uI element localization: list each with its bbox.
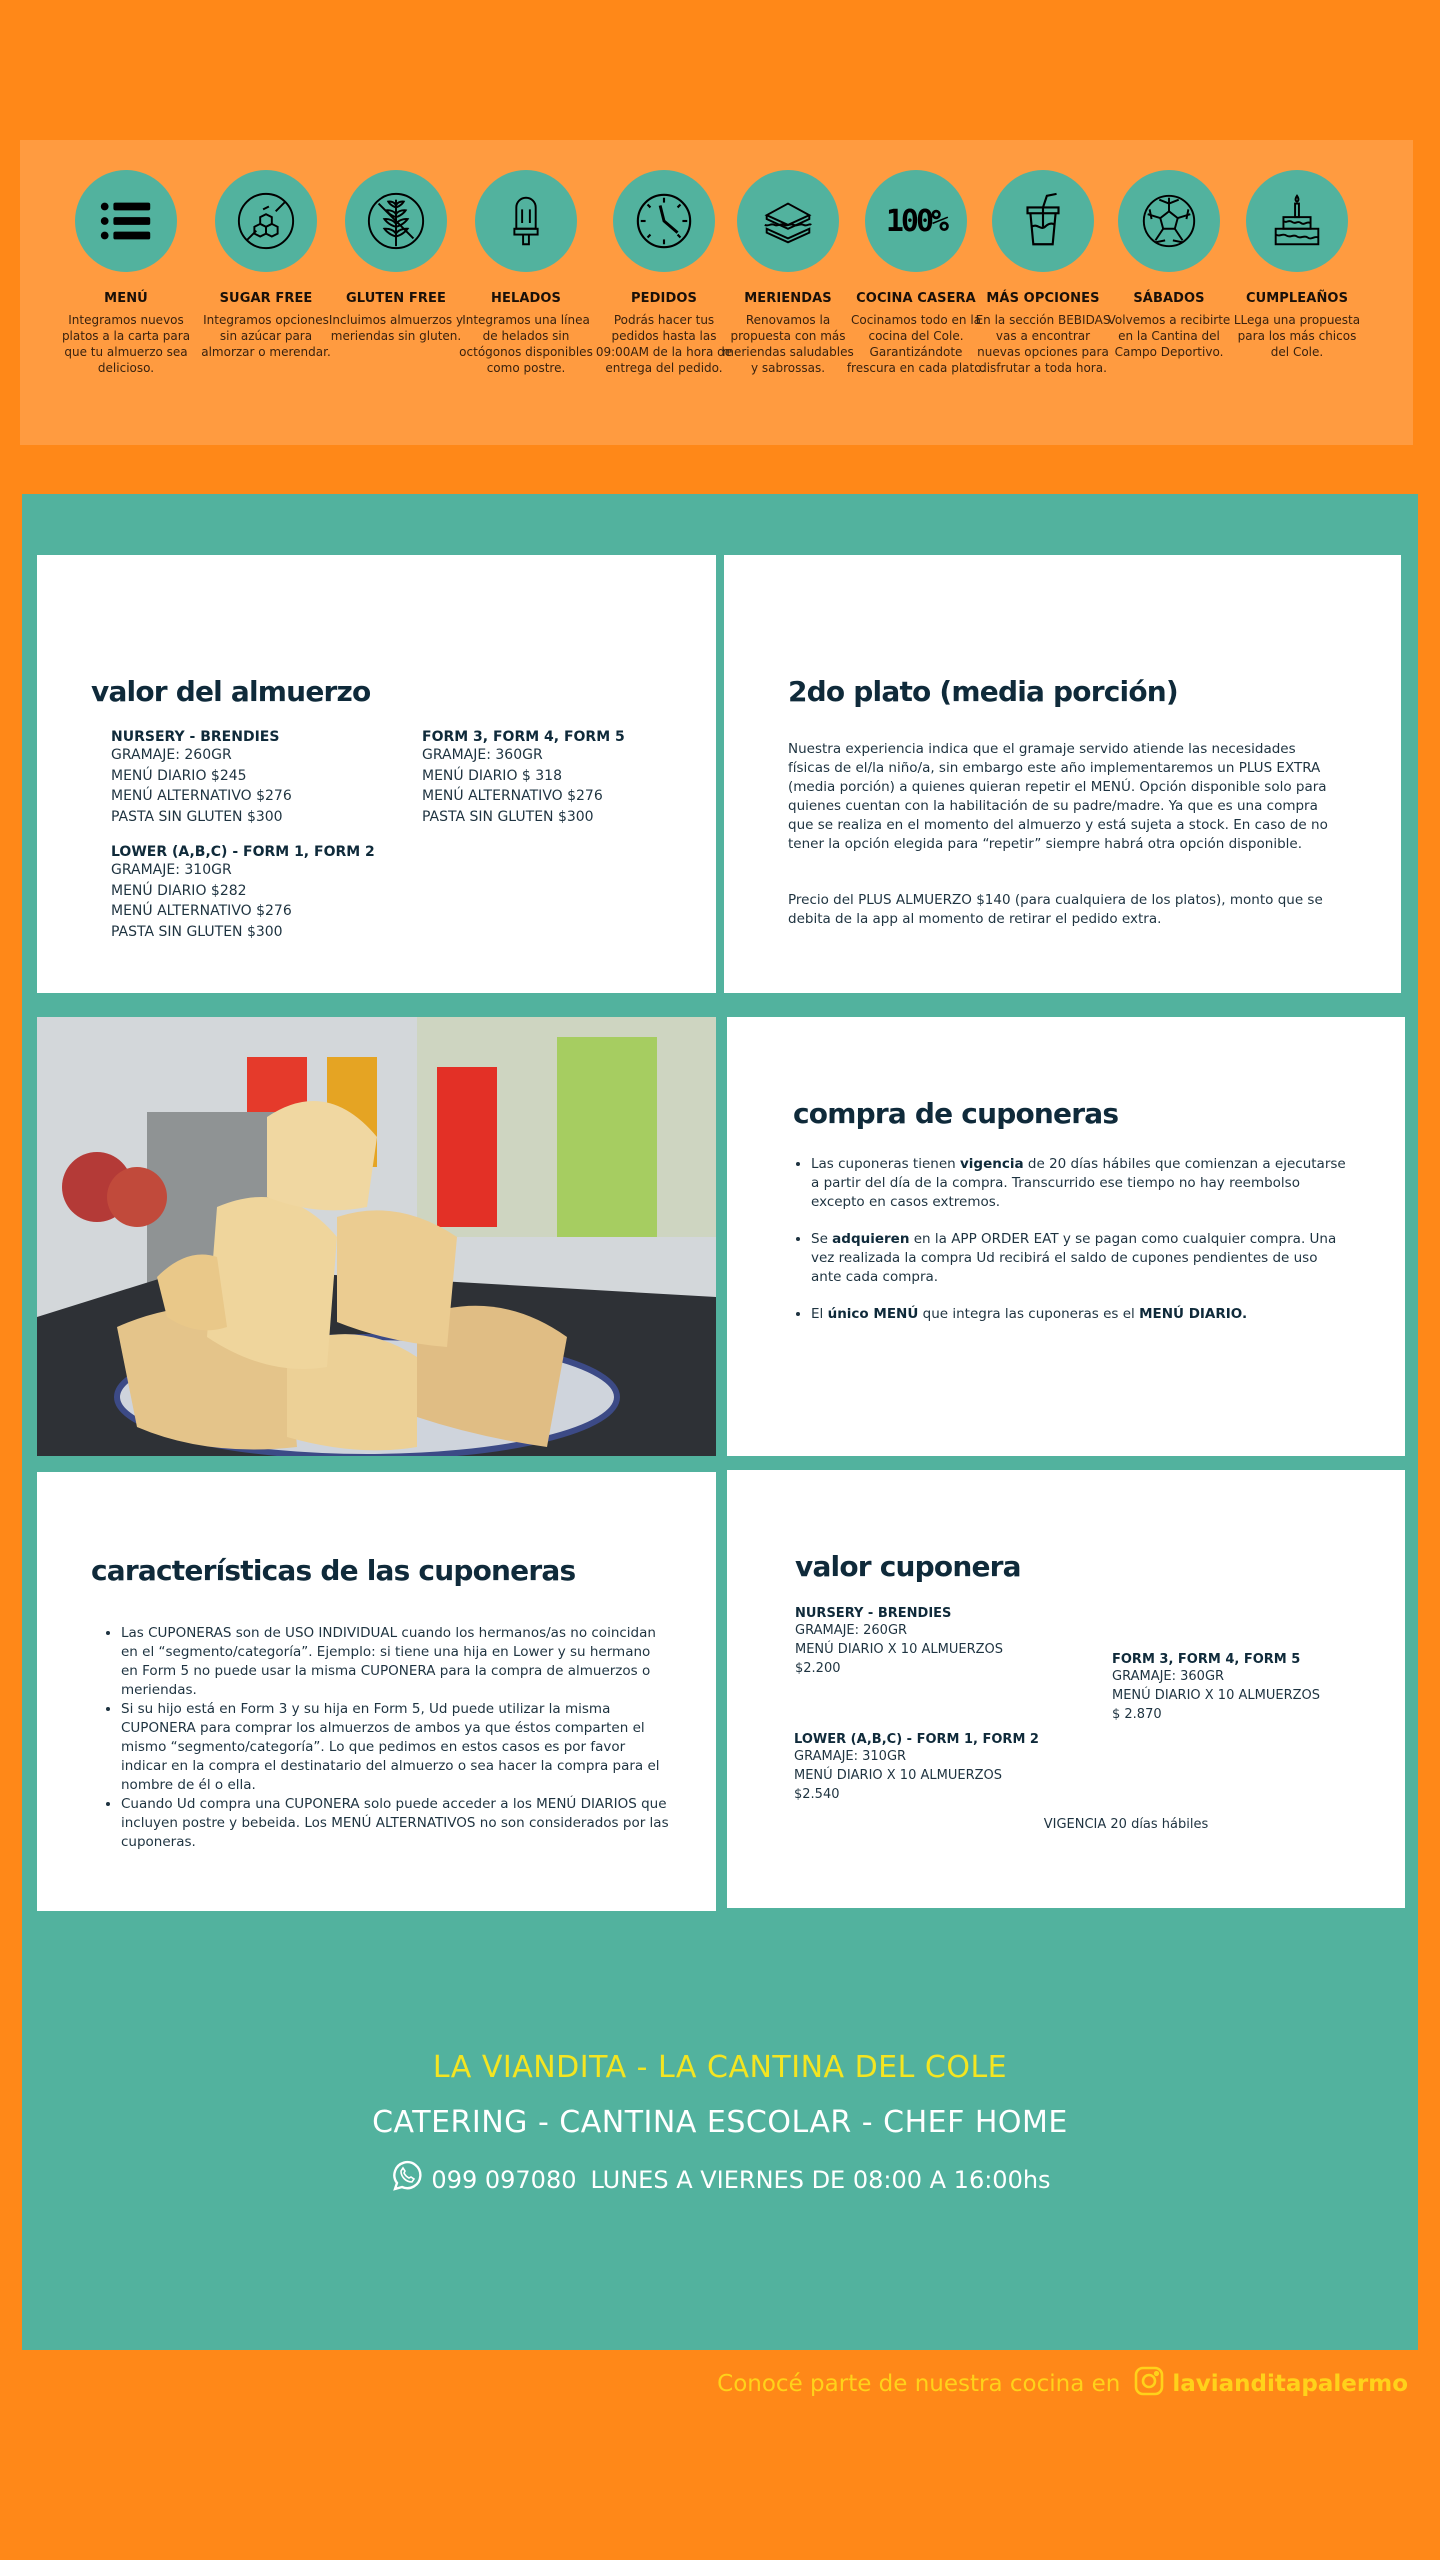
contact-line <box>0 2160 1440 2200</box>
feature-mas-opciones <box>973 170 1113 376</box>
feature-title: SÁBADOS <box>1133 291 1205 306</box>
feature-title: SUGAR FREE <box>219 291 313 306</box>
feature-desc: Podrás hacer tus pedidos hasta las 09:00AM de la hora de entrega del pedido. <box>595 313 733 375</box>
bullet-item: • Cuando Ud compra una CUPONERA solo puede acceder a los MENÚ DIARIOS que incluyen postre y bebeida. Los MENÚ ALTERNATIVOS no son considerados por las cuponeras. <box>121 1795 669 1852</box>
price-line: MENÚ ALTERNATIVO $276 <box>111 788 292 804</box>
price-line: $2.200 <box>795 1661 841 1676</box>
business-hours: LUNES A VIERNES DE 08:00 A 16:00hs <box>590 2166 1051 2194</box>
bullet-list <box>97 1624 669 1852</box>
price-line: MENÚ DIARIO $282 <box>111 882 247 899</box>
price-group-nursery <box>111 729 292 827</box>
price-line: MENÚ DIARIO X 10 ALMUERZOS <box>795 1642 1003 1657</box>
feature-desc: Cocinamos todo en la cocina del Cole. Garantizándote frescura en cada plato. <box>846 313 986 375</box>
bullet-item: • Las cuponeras tienen vigencia de 20 días hábiles que comienzan a ejecutarse a partir del día de la compra. Transcurrido ese tiempo no hay reembolso excepto en casos extremos. <box>811 1155 1351 1212</box>
whatsapp-icon <box>389 2160 423 2200</box>
bullet-list <box>787 1155 1351 1324</box>
price-line: MENÚ DIARIO $245 <box>111 767 247 784</box>
coupon-group-form345 <box>1112 1652 1320 1724</box>
price-line: MENÚ ALTERNATIVO $276 <box>111 903 292 919</box>
price-line: $ 2.870 <box>1112 1707 1162 1722</box>
brand-name: LA VIANDITA - LA CANTINA DEL COLE <box>432 2050 1008 2085</box>
price-line: MENÚ ALTERNATIVO $276 <box>422 788 603 804</box>
feature-title: COCINA CASERA <box>856 291 976 306</box>
instagram-handle[interactable]: lavianditapalermo <box>1172 2371 1408 2397</box>
soccer-ball-icon <box>1118 170 1220 272</box>
feature-cocina-casera <box>846 170 986 376</box>
sandwich-icon <box>737 170 839 272</box>
price-line: GRAMAJE: 360GR <box>422 747 543 763</box>
feature-title: CUMPLEAÑOS <box>1245 291 1349 306</box>
bullet-item: • El único MENÚ que integra las cuponeras es el MENÚ DIARIO. <box>811 1305 1351 1324</box>
card-title: valor del almuerzo <box>91 675 371 708</box>
feature-title: MERIENDAS <box>744 291 832 306</box>
hundred-percent-icon: 100% <box>865 170 967 272</box>
price-group-form345 <box>422 729 625 827</box>
card-valor-almuerzo <box>37 555 716 993</box>
bullet-item: • Las CUPONERAS son de USO INDIVIDUAL cuando los hermanos/as no coincidan en el “segmento/categoría”. Ejemplo: si tiene una hija en Lower y su hermano en Form 5 no puede usar la misma CUPONERA para la compra de almuerzos o meriendas. <box>121 1624 669 1700</box>
feature-desc: Incluimos almuerzos y meriendas sin gluten. <box>328 313 464 343</box>
feature-sabados <box>1099 170 1239 360</box>
bullet-item: • Si su hijo está en Form 3 y su hija en Form 5, Ud puede utilizar la misma CUPONERA para comprar los almuerzos de ambos ya que éstos comparten el mismo “segmento/categoría”. Lo que pedimos en estos casos es por favor indicar en la compra el destinatario del almuerzo o sea hacer la compra para el nombre de él o ella. <box>121 1700 669 1795</box>
features-band <box>20 140 1413 445</box>
price-line: PASTA SIN GLUTEN $300 <box>111 808 283 825</box>
feature-sugar-free <box>196 170 336 360</box>
bullet-item: • Se adquieren en la APP ORDER EAT y se pagan como cualquier compra. Una vez realizada la compra Ud recibirá el saldo de cupones pendientes de uso ante cada compra. <box>811 1230 1351 1287</box>
group-head: NURSERY - BRENDIES <box>795 1606 952 1621</box>
card-title: 2do plato (media porción) <box>788 675 1178 708</box>
popsicle-icon <box>475 170 577 272</box>
price-line: GRAMAJE: 310GR <box>111 862 232 878</box>
feature-desc: Integramos nuevos platos a la carta para que tu almuerzo sea delicioso. <box>61 313 191 375</box>
paragraph: Nuestra experiencia indica que el gramaje servido atiende las necesidades físicas de el/la niño/a, sin embargo este año implementaremos un PLUS EXTRA (media porción) a quienes quieran repetir el MENÚ. Opción disponible solo para quienes cuentan con la habilitación de su padre/madre. Ya que es una compra que se realiza en el momento del almuerzo y está sujeta a stock. En caso de no tener la opción elegida para “repetir” siempre habrá otra opción disponible. <box>788 741 1328 852</box>
card-title: características de las cuponeras <box>91 1554 576 1587</box>
feature-desc: Integramos una línea de helados sin octógonos disponibles como postre. <box>459 313 593 375</box>
coupon-group-lower <box>794 1732 1039 1804</box>
card-valor-cuponera <box>727 1470 1405 1908</box>
feature-desc: Renovamos la propuesta con más meriendas saludables y sabrossas. <box>722 313 854 375</box>
feature-title: HELADOS <box>490 291 561 306</box>
price-line: PASTA SIN GLUTEN $300 <box>111 923 283 940</box>
feature-gluten-free <box>326 170 466 344</box>
price-group-lower <box>111 844 375 942</box>
clock-icon <box>613 170 715 272</box>
phone-number[interactable]: 099 097080 <box>431 2166 577 2194</box>
services-line: CATERING - CANTINA ESCOLAR - CHEF HOME <box>372 2105 1068 2140</box>
feature-title: PEDIDOS <box>631 291 697 306</box>
group-head: FORM 3, FORM 4, FORM 5 <box>1112 1652 1301 1667</box>
feature-title: MÁS OPCIONES <box>986 291 1100 306</box>
coupon-group-nursery <box>795 1606 1003 1678</box>
card-title: compra de cuponeras <box>793 1097 1119 1130</box>
instagram-icon <box>1134 2366 1164 2402</box>
feature-cumpleanos <box>1227 170 1367 360</box>
list-icon <box>75 170 177 272</box>
feature-title: GLUTEN FREE <box>346 291 446 306</box>
card-caracteristicas <box>37 1472 716 1911</box>
group-head: LOWER (A,B,C) - FORM 1, FORM 2 <box>794 1732 1039 1747</box>
feature-menu <box>56 170 196 376</box>
price-line: MENÚ DIARIO $ 318 <box>422 767 562 784</box>
no-sugar-icon <box>215 170 317 272</box>
group-head: FORM 3, FORM 4, FORM 5 <box>422 729 625 745</box>
card-compra-cuponeras <box>727 1017 1405 1456</box>
feature-title: MENÚ <box>104 291 148 306</box>
feature-desc: Volvemos a recibirte en la Cantina del Campo Deportivo. <box>1107 313 1231 359</box>
birthday-cake-icon <box>1246 170 1348 272</box>
price-line: GRAMAJE: 260GR <box>111 747 232 763</box>
gluten-free-wheat-icon <box>345 170 447 272</box>
instagram-line <box>717 2366 1408 2402</box>
feature-meriendas <box>718 170 858 376</box>
card-title: valor cuponera <box>795 1550 1021 1583</box>
price-line: $2.540 <box>794 1787 840 1802</box>
group-head: LOWER (A,B,C) - FORM 1, FORM 2 <box>111 844 375 860</box>
price-line: MENÚ DIARIO X 10 ALMUERZOS <box>794 1768 1002 1783</box>
feature-pedidos <box>594 170 734 376</box>
price-line: PASTA SIN GLUTEN $300 <box>422 808 594 825</box>
vigencia-note: VIGENCIA 20 días hábiles <box>1043 1817 1209 1832</box>
scones-photo <box>37 1017 716 1456</box>
drink-cup-icon <box>992 170 1094 272</box>
feature-desc: LLega una propuesta para los más chicos del Cole. <box>1233 313 1361 359</box>
price-line: GRAMAJE: 360GR <box>1112 1669 1225 1684</box>
price-line: MENÚ DIARIO X 10 ALMUERZOS <box>1112 1688 1320 1703</box>
group-head: NURSERY - BRENDIES <box>111 729 280 745</box>
price-line: GRAMAJE: 260GR <box>795 1623 908 1638</box>
card-segundo-plato <box>724 555 1401 993</box>
feature-desc: En la sección BEBIDAS vas a encontrar nuevas opciones para disfrutar a toda hora. <box>975 313 1111 375</box>
feature-desc: Integramos opciones sin azúcar para almorzar o merendar. <box>201 313 331 359</box>
price-line: GRAMAJE: 310GR <box>794 1749 907 1764</box>
instagram-text: Conocé parte de nuestra cocina en <box>717 2371 1121 2397</box>
paragraph: Precio del PLUS ALMUERZO $140 (para cualquiera de los platos), monto que se debita de la app al momento de retirar el pedido extra. <box>788 892 1323 927</box>
feature-helados <box>456 170 596 376</box>
